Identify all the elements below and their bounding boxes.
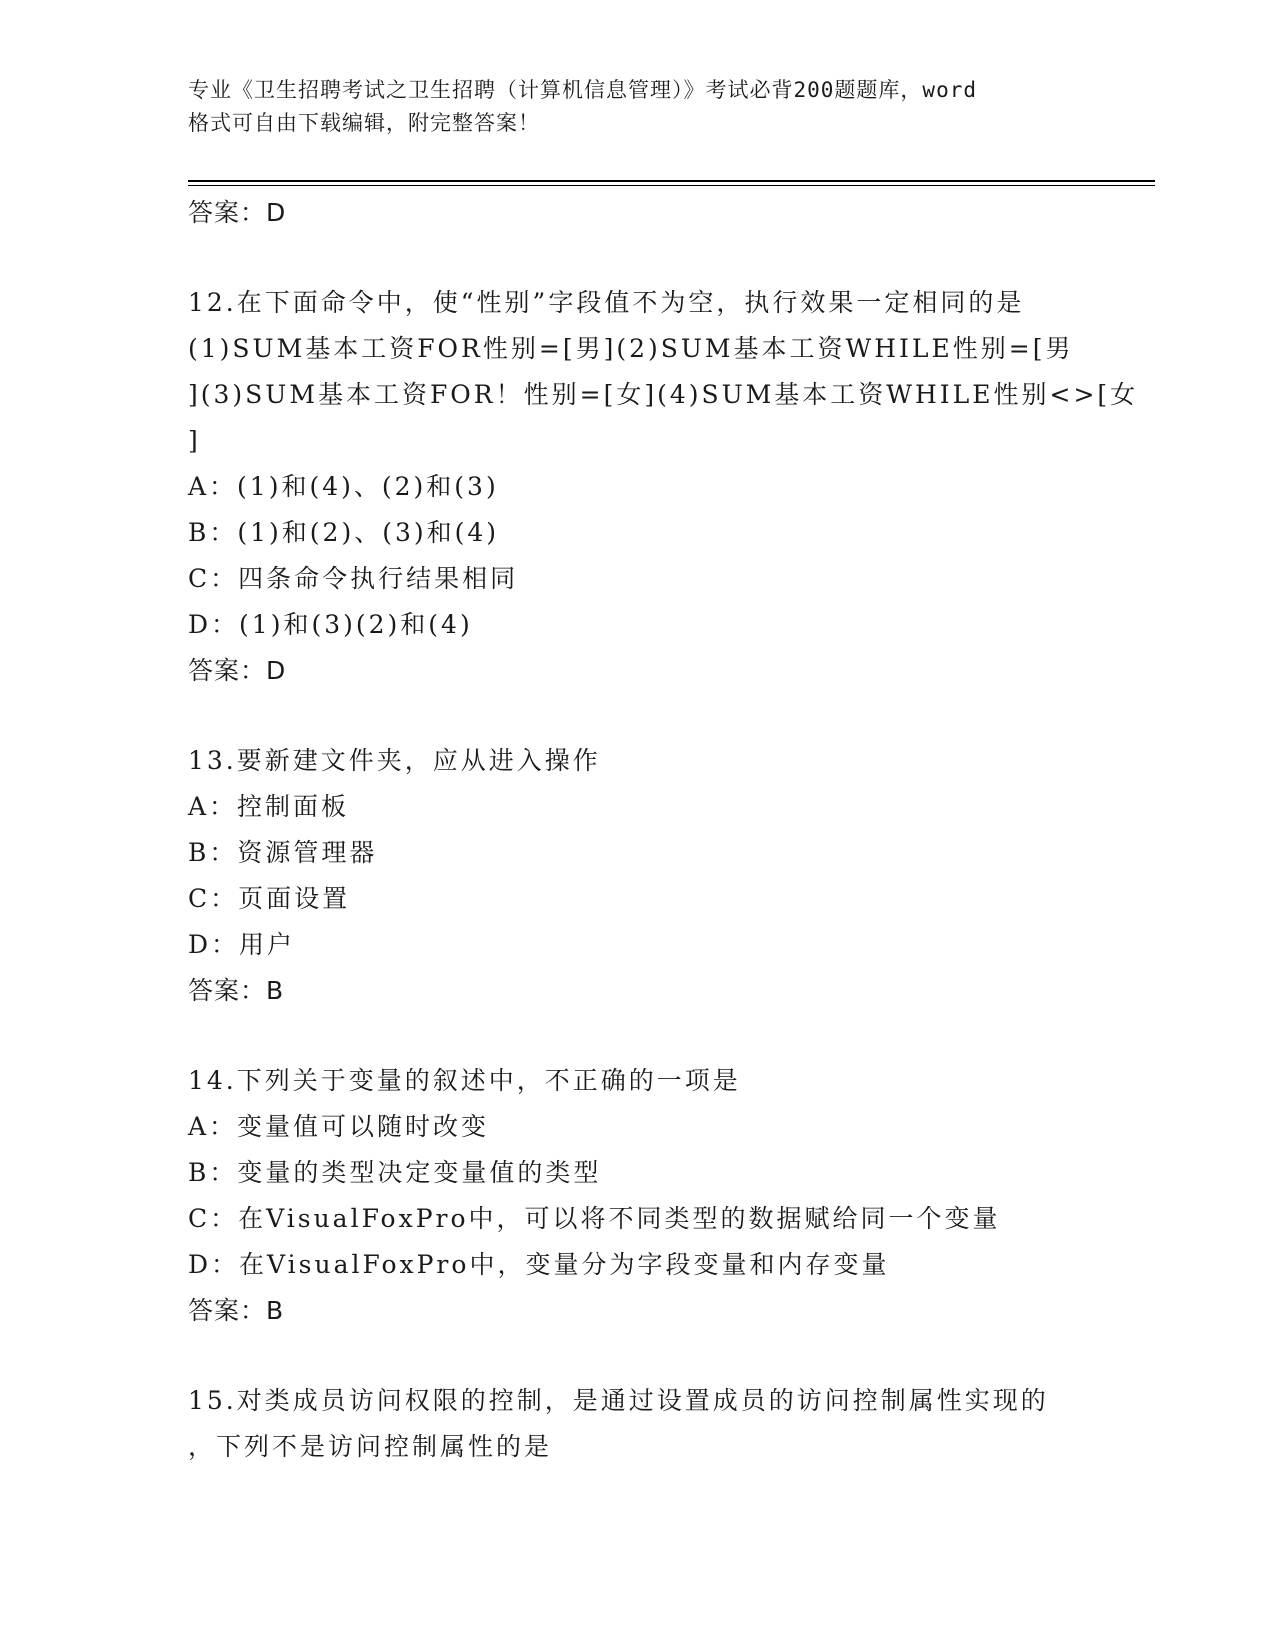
question-text-line: 13.要新建文件夹，应从进入操作 xyxy=(188,746,601,775)
option-c: C：在VisualFoxPro中，可以将不同类型的数据赋给同一个变量 xyxy=(188,1204,1001,1233)
question-12 xyxy=(188,280,1139,694)
question-text-line: 12.在下面命令中，使“性别”字段值不为空，执行效果一定相同的是 xyxy=(188,288,1025,317)
option-c: C：四条命令执行结果相同 xyxy=(188,564,519,593)
option-b: B：变量的类型决定变量值的类型 xyxy=(188,1158,602,1187)
answer: 答案：B xyxy=(188,1296,285,1325)
question-text-line: (1)SUM基本工资FOR性别=[男](2)SUM基本工资WHILE性别=[男 xyxy=(188,334,1074,363)
question-text-line: ] xyxy=(188,426,201,455)
question-14 xyxy=(188,1058,1088,1334)
answer-prev: 答案：D xyxy=(188,198,287,227)
option-c: C：页面设置 xyxy=(188,884,351,913)
document-header xyxy=(188,74,1088,140)
document-body xyxy=(188,190,1139,1470)
option-a: A：变量值可以随时改变 xyxy=(188,1112,490,1141)
option-a: A：(1)和(4)、(2)和(3) xyxy=(188,472,499,501)
header-divider-thick xyxy=(188,180,1155,182)
question-text-line: ，下列不是访问控制属性的是 xyxy=(188,1432,553,1461)
option-d: D：在VisualFoxPro中，变量分为字段变量和内存变量 xyxy=(188,1250,890,1279)
header-line-2: 格式可自由下载编辑，附完整答案！ xyxy=(188,111,540,135)
header-line-1: 专业《卫生招聘考试之卫生招聘（计算机信息管理）》考试必背200题题库，word xyxy=(188,78,977,102)
option-d: D：用户 xyxy=(188,930,296,959)
question-text-line: 14.下列关于变量的叙述中，不正确的一项是 xyxy=(188,1066,741,1095)
question-text-line: 15.对类成员访问权限的控制，是通过设置成员的访问控制属性实现的 xyxy=(188,1386,1049,1415)
header-divider-thin xyxy=(188,185,1155,186)
option-b: B：(1)和(2)、(3)和(4) xyxy=(188,518,500,547)
question-13 xyxy=(188,738,1088,1014)
option-b: B：资源管理器 xyxy=(188,838,378,867)
question-text-line: ](3)SUM基本工资FOR！性别=[女](4)SUM基本工资WHILE性别<>[女 xyxy=(188,380,1139,409)
option-a: A：控制面板 xyxy=(188,792,350,821)
question-15 xyxy=(188,1378,1088,1470)
option-d: D：(1)和(3)(2)和(4) xyxy=(188,610,473,639)
answer: 答案：D xyxy=(188,656,287,685)
answer: 答案：B xyxy=(188,976,285,1005)
